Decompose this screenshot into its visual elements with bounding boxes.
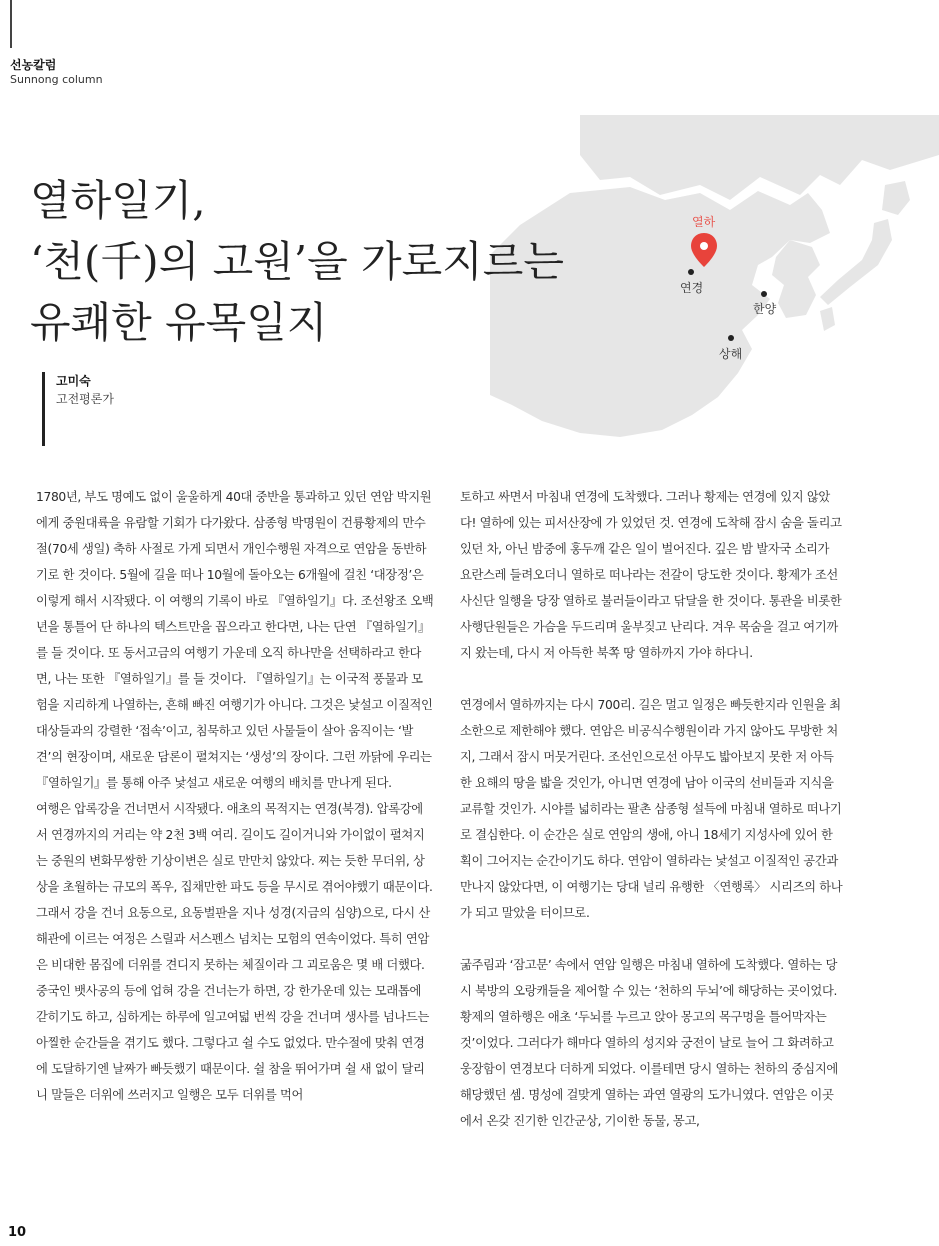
city-label-rehe: 열하 <box>692 215 716 229</box>
body-paragraph: 1780년, 부도 명예도 없이 울울하게 40대 중반을 통과하고 있던 연암 박지원에게 중원대륙을 유람할 기회가 다가왔다. 삼종형 박명원이 건륭황제의 만수절(70세 생일) 축하 사절로 가게 되면서 개인수행원 자격으로 연암을 동반하기로 한 것이다. 5월에 길을 떠나 10월에 돌아오는 6개월에 걸친 ‘대장정’은 이렇게 해서 시작됐다. 이 여행의 기록이 바로 『열하일기』다. 조선왕조 오백년을 통틀어 단 하나의 텍스트만을 꼽으라고 한다면, 나는 단연 『열하일기』를 들 것이다. 또 동서고금의 여행기 가운데 오직 하나만을 선택하라고 한다면, 나는 또한 『열하일기』를 들 것이다. 『열하일기』는 이국적 풍물과 모험을 지리하게 나열하는, 흔해 빠진 여행기가 아니다. 그것은 낯설고 이질적인 대상들과의 강렬한 ‘접속’이고, 침묵하고 있던 사물들이 살아 움직이는 ‘발견’의 현장이며, 새로운 담론이 펼쳐지는 ‘생성’의 장이다. 그런 까닭에 우리는 『열하일기』를 통해 아주 낯설고 새로운 여행의 배치를 만나게 된다. <box>36 490 434 790</box>
section-label: 선농칼럼 <box>10 58 57 72</box>
body-paragraph: 토하고 싸면서 마침내 연경에 도착했다. 그러나 황제는 연경에 있지 않았다! 열하에 있는 피서산장에 가 있었던 것. 연경에 도착해 잠시 숨을 돌리고 있던 차, 아닌 밤중에 홍두깨 같은 일이 벌어진다. 깊은 밤 발자국 소리가 요란스레 들려오더니 열하로 떠나라는 전갈이 당도한 것이다. 황제가 조선사신단 일행을 당장 열하로 불러들이라고 닦달을 한 것이다. 통관을 비롯한 사행단원들은 가슴을 두드리며 울부짖고 난리다. 겨우 목숨을 걸고 여기까지 왔는데, 다시 저 아득한 북쪽 땅 열하까지 가야 하다니. <box>460 490 842 660</box>
location-pin-hole-icon <box>700 242 708 250</box>
article-title <box>30 170 564 353</box>
city-label-yanjing: 연경 <box>680 281 704 295</box>
map-land-japan-north <box>882 181 910 215</box>
author-role: 고전평론가 <box>56 392 114 406</box>
body-column-left <box>36 484 434 1108</box>
title-line: 유쾌한 유목일지 <box>30 298 328 347</box>
page-number: 10 <box>8 1225 27 1240</box>
city-dot-hanyang <box>761 291 767 297</box>
body-paragraph: 여행은 압록강을 건너면서 시작됐다. 애초의 목적지는 연경(북경). 압록강에서 연경까지의 거리는 약 2천 3백 여리. 길이도 길이거니와 가이없이 펼쳐지는 중원의 변화무쌍한 기상이변은 실로 만만치 않았다. 찌는 듯한 무더위, 상상을 초월하는 규모의 폭우, 집채만한 파도 등을 무시로 겪어야했기 때문이다. 그래서 강을 건너 요동으로, 요동벌판을 지나 성경(지금의 심양)으로, 다시 산해관에 이르는 여정은 스릴과 서스펜스 넘치는 모험의 연속이었다. 특히 연암은 비대한 몸집에 더위를 견디지 못하는 체질이라 그 괴로움은 몇 배 더했다. 중국인 뱃사공의 등에 업혀 강을 건너는가 하면, 강 한가운데 있는 모래톱에 갇히기도 하고, 심하게는 하루에 일고여덟 번씩 강을 건너며 생사를 넘나드는 아찔한 순간들을 겪기도 했다. 그렇다고 쉴 수도 없었다. 만수절에 맞춰 연경에 도달하기엔 날짜가 빠듯했기 때문이다. 쉴 참을 뛰어가며 쉴 새 없이 달리니 말들은 더위에 쓰러지고 일행은 모두 더위를 먹어 <box>36 802 433 1102</box>
city-label-shanghai: 상해 <box>719 347 743 361</box>
top-rule <box>10 0 12 48</box>
map-land-japan-main <box>820 219 892 305</box>
city-dot-yanjing <box>688 269 694 275</box>
title-line: 열하일기, <box>30 176 206 225</box>
city-dot-shanghai <box>728 335 734 341</box>
body-column-right <box>460 484 844 1134</box>
map-land-japan-south <box>820 307 835 331</box>
author-bar <box>42 372 45 446</box>
body-paragraph: 굶주림과 ‘잠고문’ 속에서 연암 일행은 마침내 열하에 도착했다. 열하는 당시 북방의 오랑캐들을 제어할 수 있는 ‘천하의 두뇌’에 해당하는 곳이었다. 황제의 열하행은 애초 ‘두뇌를 누르고 앉아 몽고의 목구멍을 틀어막자는 것’이었다. 그러다가 해마다 열하의 성지와 궁전이 날로 늘어 그 화려하고 웅장함이 연경보다 더하게 되었다. 이를테면 당시 열하는 천하의 중심지에 해당했던 셈. 명성에 걸맞게 열하는 과연 열광의 도가니였다. 연암은 이곳에서 온갖 진기한 인간군상, 기이한 동물, 몽고, <box>460 958 838 1128</box>
author-name: 고미숙 <box>56 374 91 388</box>
map-land-korea <box>772 240 820 318</box>
paragraph-gap <box>460 926 844 952</box>
body-paragraph: 연경에서 열하까지는 다시 700리. 길은 멀고 일정은 빠듯한지라 인원을 최소한으로 제한해야 했다. 연암은 비공식수행원이라 가지 않아도 무방한 처지, 그래서 잠시 머뭇거린다. 조선인으로선 아무도 밟아보지 못한 저 아득한 요해의 땅을 밟을 것인가, 아니면 연경에 남아 이국의 선비들과 지식을 교류할 것인가. 시야를 넓히라는 팔촌 삼종형 설득에 마침내 열하로 떠나기로 결심한다. 이 순간은 실로 연암의 생애, 아니 18세기 지성사에 있어 한 획이 그어지는 순간이기도 하다. 연암이 열하라는 낯설고 이질적인 공간과 만나지 않았다면, 이 여행기는 당대 널리 유행한 〈연행록〉 시리즈의 하나가 되고 말았을 터이므로. <box>460 698 843 920</box>
title-line: ‘천(千)의 고원’을 가로지르는 <box>30 237 564 286</box>
paragraph-gap <box>460 666 844 692</box>
city-label-hanyang: 한양 <box>753 302 777 316</box>
section-label-en: Sunnong column <box>10 73 103 86</box>
